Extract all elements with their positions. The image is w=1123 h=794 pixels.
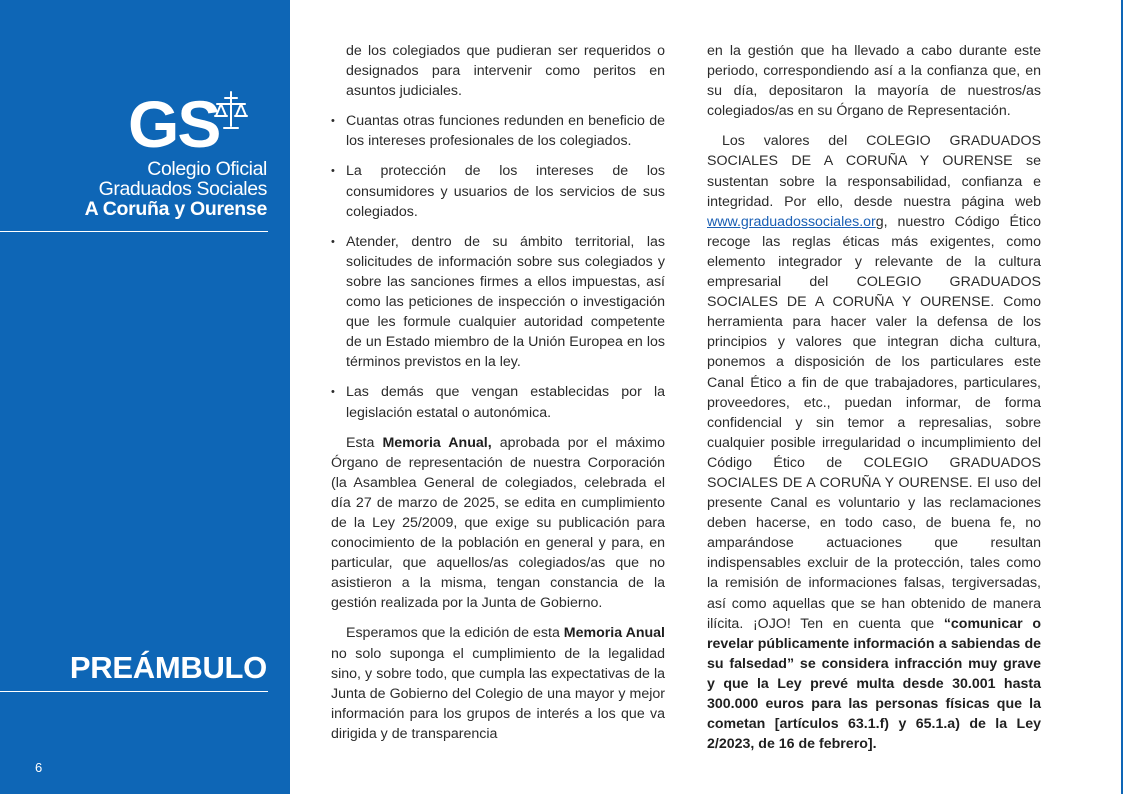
list-item: • La protección de los intereses de los consumidores y usuarios de los servicios de sus colegiados.: [331, 161, 665, 221]
text-run: Esperamos que la edición de esta: [346, 625, 564, 642]
section-title: PREÁMBULO: [69, 650, 267, 685]
left-column: [331, 41, 665, 754]
list-item: • Atender, dentro de su ámbito territorial, las solicitudes de información sobre sus colegiados y sobre las sanciones firmes a ellos impuestas, así como las peticiones de inspección o investigación que les formule cualquier autoridad competente de un Estado miembro de la Unión Europea en los términos previstos en la ley.: [331, 232, 665, 373]
right-column: [707, 41, 1041, 764]
expectations-paragraph: [331, 623, 665, 744]
logo-text-colegio: Colegio Oficial: [147, 158, 267, 180]
sidebar: [0, 0, 290, 794]
website-link[interactable]: www.graduadossociales.or: [707, 213, 876, 230]
text-run: aprobada por el máximo Órgano de representación de nuestra Corporación (la Asamblea General de colegiados, celebrada el día 27 de marzo de 2025, se edita en cumplimiento de la Ley 25/2009, que exige su publicación para conocimiento de la población en general y para, en particular, que aquellos/as colegiados/as que no asistieron a la misma, tengan constancia de la gestión realizada por la Junta de Gobierno.: [331, 434, 665, 612]
list-item: • Cuantas otras funciones redunden en beneficio de los intereses profesionales de los colegiados.: [331, 111, 665, 151]
page-number: 6: [35, 760, 43, 775]
logo-mark: GS: [128, 87, 220, 161]
text-run: no solo suponga el cumplimiento de la legalidad sino, y sobre todo, que cumpla las expectativas de la Junta de Gobierno del Colegio de una mayor y mejor información para los grupos de interés a los que va dirigida y de transparencia: [331, 645, 665, 742]
bold-text: “comunicar o revelar públicamente información a sabiendas de su falsedad” se considera infracción muy grave y que la Ley prevé multa desde 30.001 hasta 300.000 euros para las personas físicas que la cometan [artículos 63.1.f) y 65.1.a) de la Ley 2/2023, de 16 de febrero].: [707, 615, 1041, 753]
bold-text: Memoria Anual,: [382, 434, 492, 451]
divider-bottom: [0, 691, 268, 692]
ethics-channel-paragraph: [707, 131, 1041, 754]
text-run: Los valores del COLEGIO GRADUADOS SOCIALES DE A CORUÑA Y OURENSE se sustentan sobre la responsabilidad, confianza e integridad. Por ello, desde nuestra página web: [707, 133, 1041, 210]
text-run: Esta: [346, 434, 383, 451]
logo-text-graduados: Graduados Sociales: [98, 178, 267, 200]
logo-text-location: A Coruña y Ourense: [84, 198, 267, 220]
bold-text: Memoria Anual: [563, 625, 665, 642]
scales-of-justice-icon: [214, 90, 248, 132]
continuation-text: en la gestión que ha llevado a cabo durante este periodo, correspondiendo así a la confianza que, en su día, depositaron la mayoría de nuestros/as colegiados/as en su Órgano de Representación.: [707, 43, 1041, 120]
memoria-paragraph: [331, 433, 665, 614]
list-item: • Las demás que vengan establecidas por la legislación estatal o autonómica.: [331, 382, 665, 422]
continuation-text: de los colegiados que pudieran ser requeridos o designados para intervenir como peritos en asuntos judiciales.: [346, 43, 665, 100]
text-run: g, nuestro Código Ético recoge las reglas éticas más exigentes, como elemento integrador y relevante de la cultura empresarial del COLEGIO GRADUADOS SOCIALES DE A CORUÑA Y OURENSE. Como herramienta para hacer valer la defensa de los principios y valores que integran dicha cultura, ponemos a disposición de los particulares este Canal Ético a fin de que trabajadores, particulares, proveedores, etc., puedan informar, de forma confidencial y sin temor a represalias, sobre cualquier posible irregularidad o incumplimiento del Código Ético de COLEGIO GRADUADOS SOCIALES DE A CORUÑA Y OURENSE. El uso del presente Canal es voluntario y las reclamaciones deben hacerse, en todo caso, de buena fe, no amparándose actuaciones que resultan indispensables excluir de la protección, tales como la remisión de informaciones falsas, tergiversadas, así como aquellas que se han obtenido de manera ilícita. ¡OJO! Ten en cuenta que: [707, 213, 1041, 632]
divider-top: [0, 231, 268, 232]
functions-list: [331, 111, 665, 422]
